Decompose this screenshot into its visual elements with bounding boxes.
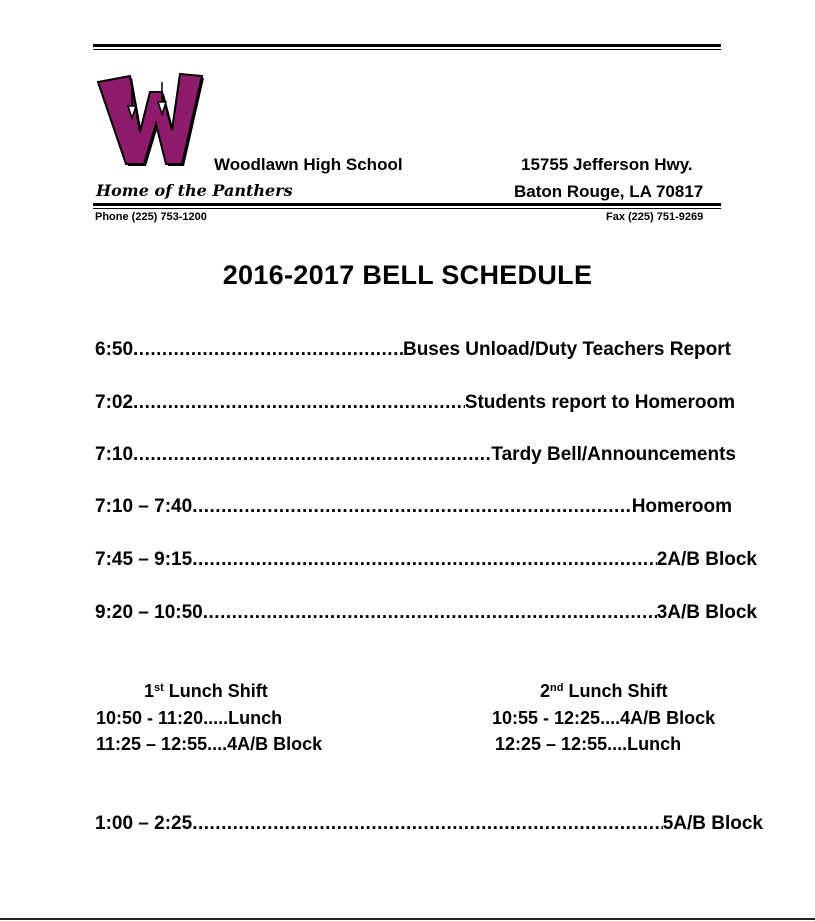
schedule-row bbox=[95, 393, 735, 412]
schedule-time: 7:45 – 9:15 bbox=[95, 549, 193, 570]
second-lunch-ordinal: 2 bbox=[540, 681, 551, 701]
schedule-row bbox=[95, 340, 731, 359]
schedule-event: Homeroom bbox=[631, 496, 732, 517]
page-title: 2016-2017 BELL SCHEDULE bbox=[222, 260, 593, 290]
header-rule-top bbox=[93, 44, 721, 47]
address-line1: 15755 Jefferson Hwy. bbox=[521, 155, 693, 174]
schedule-time: 7:02 bbox=[95, 392, 134, 413]
second-lunch-suffix: nd bbox=[550, 682, 564, 694]
leader-dots bbox=[133, 393, 465, 412]
second-lunch-line: 12:25 – 12:55....Lunch bbox=[495, 734, 682, 754]
tagline: Home of the Panthers bbox=[96, 181, 293, 200]
schedule-time: 7:10 bbox=[95, 444, 134, 465]
schedule-time: 1:00 – 2:25 bbox=[95, 813, 193, 834]
schedule-row bbox=[95, 603, 757, 622]
schedule-time: 9:20 – 10:50 bbox=[95, 602, 203, 623]
header-rule-bottom bbox=[93, 203, 721, 206]
leader-dots bbox=[203, 603, 657, 622]
schedule-event: 5A/B Block bbox=[662, 813, 763, 834]
second-lunch-label: Lunch Shift bbox=[563, 681, 668, 701]
leader-dots bbox=[192, 814, 663, 833]
leader-dots bbox=[133, 340, 403, 359]
schedule-row bbox=[95, 550, 757, 569]
schedule-time: 7:10 – 7:40 bbox=[95, 496, 193, 517]
fax-number: Fax (225) 751-9269 bbox=[606, 211, 704, 223]
schedule-event: Students report to Homeroom bbox=[464, 392, 735, 413]
header-rule-bottom-thin bbox=[93, 208, 721, 209]
first-lunch-line: 11:25 – 12:55....4A/B Block bbox=[96, 734, 323, 754]
phone-number: Phone (225) 753-1200 bbox=[95, 211, 207, 223]
second-lunch-heading bbox=[540, 682, 667, 700]
schedule-event: 2A/B Block bbox=[656, 549, 757, 570]
schedule-event: Buses Unload/Duty Teachers Report bbox=[402, 339, 731, 360]
panther-w-logo-icon bbox=[96, 72, 204, 170]
schedule-time: 6:50 bbox=[95, 339, 134, 360]
first-lunch-heading bbox=[144, 682, 268, 700]
second-lunch-line: 10:55 - 12:25....4A/B Block bbox=[492, 708, 716, 728]
address-line2: Baton Rouge, LA 70817 bbox=[514, 182, 704, 201]
schedule-row-final bbox=[95, 814, 763, 833]
schedule-row bbox=[95, 497, 732, 516]
first-lunch-ordinal: 1 bbox=[144, 681, 155, 701]
schedule-event: 3A/B Block bbox=[656, 602, 757, 623]
header-rule-top-thin bbox=[93, 49, 721, 50]
schedule-row bbox=[95, 445, 736, 464]
first-lunch-line: 10:50 - 11:20.....Lunch bbox=[96, 708, 283, 728]
page-bottom-border bbox=[0, 918, 815, 920]
leader-dots bbox=[192, 550, 657, 569]
leader-dots bbox=[192, 497, 632, 516]
first-lunch-suffix: st bbox=[154, 682, 164, 694]
first-lunch-label: Lunch Shift bbox=[163, 681, 268, 701]
schedule-event: Tardy Bell/Announcements bbox=[491, 444, 736, 465]
school-name: Woodlawn High School bbox=[214, 155, 403, 174]
leader-dots bbox=[133, 445, 491, 464]
